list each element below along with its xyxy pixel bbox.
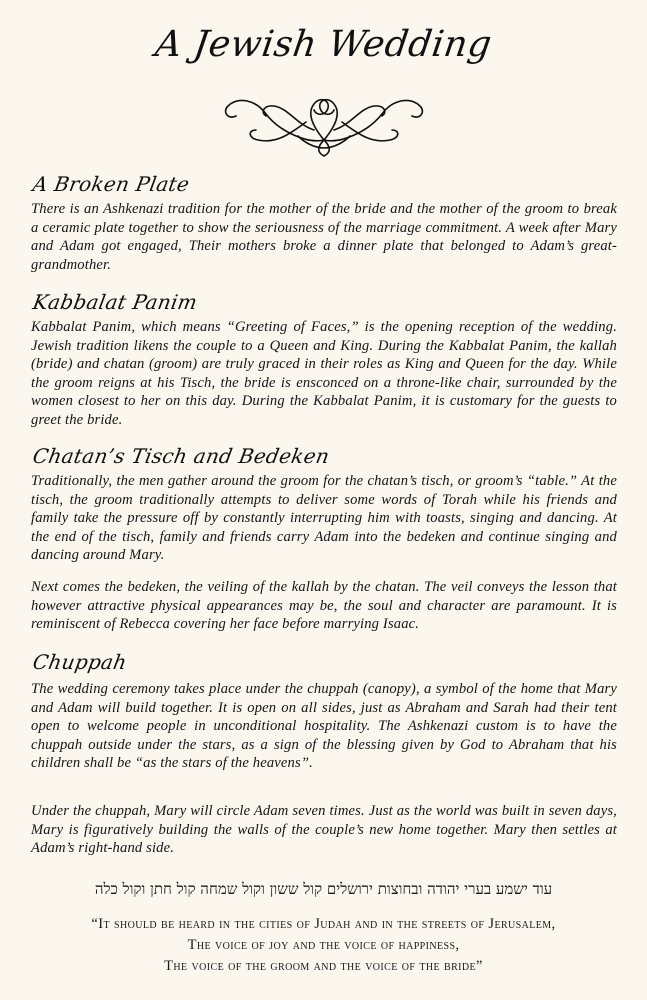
quote-line-2: The voice of joy and the voice of happiness,	[187, 936, 460, 953]
tisch-paragraph: Traditionally, the men gather around the groom for the chatan’s tisch, or groom’s “table.” At the tisch, the groom traditionally attempts to deliver some words of Torah while his friends and family take the pressure off by constantly interrupting him with toasts, singing and dancing. At the end of the tisch, family and friends carry Adam into the bedeken and continue singing and dancing around Mary.	[31, 473, 617, 564]
page-title: A Jewish Wedding	[152, 24, 495, 65]
broken-plate-paragraph: There is an Ashkenazi tradition for the mother of the bride and the mother of the groom to break a ceramic plate together to show the seriousness of the marriage commitment. A week after Mary and Adam got engaged, Their mothers broke a dinner plate that belonged to Adam’s great-grandmother.	[31, 201, 617, 273]
section-heading-tisch-bedeken: Chatan’s Tisch and Bedeken	[31, 444, 332, 468]
english-blessing-quote	[0, 914, 647, 976]
ornamental-flourish-icon	[218, 78, 430, 158]
hebrew-blessing-line: עוד ישמע בערי יהודה ובחוצות ירושלים קול ששון וקול שמחה קול חתן וקול כלה	[94, 880, 553, 898]
bedeken-paragraph: Next comes the bedeken, the veiling of the kallah by the chatan. The veil conveys the lesson that however attractive physical appearances may be, the soul and character are paramount. It is reminiscent of Rebecca covering her face before marrying Isaac.	[31, 579, 617, 633]
quote-line-3: The voice of the groom and the voice of the bride”	[164, 957, 483, 974]
quote-line-1: “It should be heard in the cities of Judah and in the streets of Jerusalem,	[91, 916, 556, 932]
chuppah-paragraph: The wedding ceremony takes place under the chuppah (canopy), a symbol of the home that Mary and Adam will build together. It is open on all sides, just as Abraham and Sarah had their tent open to welcome people in unconditional hospitality. The Ashkenazi custom is to have the chuppah outside under the stars, as a sign of the blessing given by God to Abraham that his children shall be “as the stars of the heavens”.	[31, 681, 617, 772]
section-heading-kabbalat-panim: Kabbalat Panim	[31, 290, 200, 314]
circling-paragraph: Under the chuppah, Mary will circle Adam seven times. Just as the world was built in seven days, Mary is figuratively building the walls of the couple’s new home together. Mary then settles at Adam’s right-hand side.	[31, 803, 617, 857]
section-heading-broken-plate: A Broken Plate	[31, 172, 192, 196]
section-heading-chuppah: Chuppah	[31, 650, 129, 674]
kabbalat-panim-paragraph: Kabbalat Panim, which means “Greeting of Faces,” is the opening reception of the wedding. Jewish tradition likens the couple to a Queen and King. During the Kabbalat Panim, the kallah (bride) and chatan (groom) are truly graced in their roles as King and Queen for the day. While the groom reigns at his Tisch, the bride is ensconced on a throne-like chair, surrounded by the women closest to her on this day. During the Kabbalat Panim, it is customary for the guests to greet the bride.	[31, 319, 617, 428]
